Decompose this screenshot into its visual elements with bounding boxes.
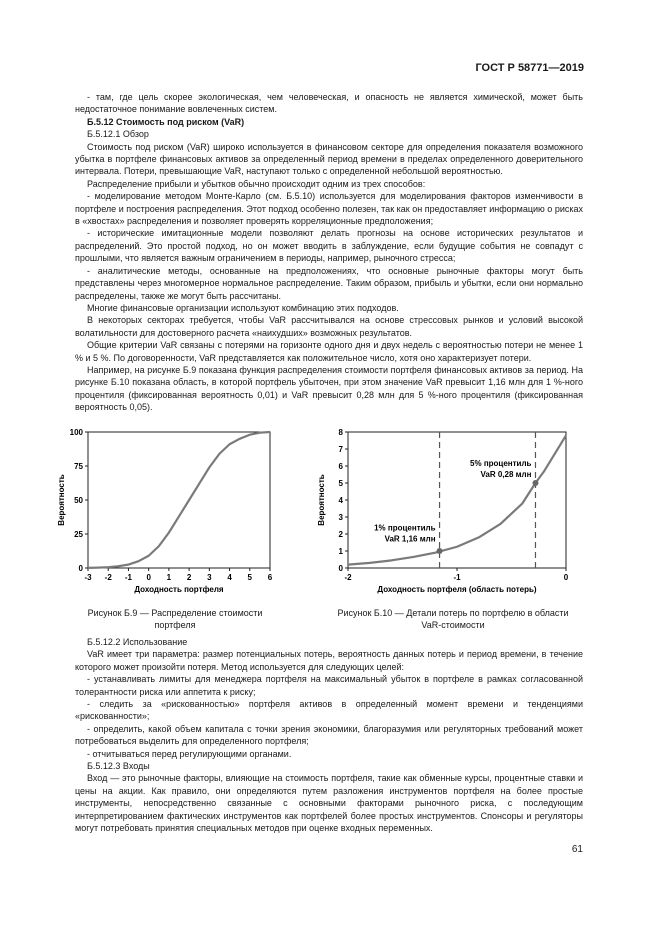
x-tick-label: 0 bbox=[563, 573, 569, 582]
text-block-bottom bbox=[75, 636, 583, 835]
x-tick-label: -3 bbox=[84, 573, 92, 582]
x-tick-label: 2 bbox=[186, 573, 192, 582]
annotation-5pct-line2: VaR 0,28 млн bbox=[480, 470, 532, 479]
series-line bbox=[88, 432, 270, 568]
y-tick-label: 5 bbox=[338, 479, 343, 488]
annotation-1pct-line1: 1% процентиль bbox=[374, 523, 436, 533]
x-tick-label: -1 bbox=[124, 573, 133, 582]
x-tick-label: 1 bbox=[166, 573, 172, 582]
caption-line: портфеля bbox=[154, 620, 196, 630]
subsection-heading: Б.5.12.1 Обзор bbox=[87, 129, 149, 140]
chart-fig10-svg bbox=[308, 422, 598, 602]
percentile-marker bbox=[532, 480, 538, 486]
x-tick-label: 0 bbox=[146, 573, 151, 582]
x-tick-label: 3 bbox=[207, 573, 212, 582]
paragraph: Многие финансовые организации используют комбинацию этих подходов. bbox=[87, 302, 399, 313]
x-tick-label: -2 bbox=[344, 573, 352, 582]
y-axis-label: Вероятность bbox=[57, 474, 66, 526]
paragraph: Например, на рисунке Б.9 показана функция распределения стоимости портфеля финансовых активов за период. На рисунке Б.10 показана область, в которой портфель убыточен, при этом значение VaR превысит 1,16 млн для 1 %-ного процентиля (фиксированная вероятность 0,01) и VaR превысит 0,28 млн для 5 %-ного процентиля (фиксированная вероятность 0,05). bbox=[75, 364, 583, 413]
list-item: - следить за «рискованностью» портфеля активов в определенный момент времени и тенденциями «рискованности»; bbox=[75, 699, 583, 722]
subsection-heading: Б.5.12.3 Входы bbox=[87, 761, 150, 772]
y-tick-label: 100 bbox=[69, 428, 83, 437]
document-header: ГОСТ Р 58771—2019 bbox=[475, 62, 584, 74]
y-tick-label: 3 bbox=[338, 513, 343, 522]
y-tick-label: 0 bbox=[78, 564, 83, 573]
paragraph: Стоимость под риском (VaR) широко используется в финансовом секторе для определения показателя возможного убытка в портфеле финансовых активов за определенный период времени в пределах определенного доверительного интервала. Потери, превышающие VaR, наступают только с определенной небольшой вероятностью. bbox=[75, 141, 583, 177]
y-tick-label: 6 bbox=[338, 462, 343, 471]
chart-fig9 bbox=[40, 422, 280, 602]
y-tick-label: 7 bbox=[338, 445, 343, 454]
caption-line: Рисунок Б.9 — Распределение стоимости bbox=[87, 608, 263, 618]
series-line bbox=[348, 435, 566, 564]
list-item: - устанавливать лимиты для менеджера портфеля на максимальный убыток в портфеле в рамках согласованной толерантности риска или аппетита к риску; bbox=[75, 674, 583, 697]
chart-fig9-svg bbox=[40, 422, 280, 602]
paragraph: Распределение прибыли и убытков обычно происходит одним из трех способов: bbox=[87, 178, 426, 189]
caption-fig9 bbox=[70, 607, 280, 631]
caption-line: Рисунок Б.10 — Детали потерь по портфелю в области bbox=[337, 608, 569, 618]
y-tick-label: 50 bbox=[74, 496, 83, 505]
caption-fig10 bbox=[308, 607, 598, 631]
x-axis-label: Доходность портфеля (область потерь) bbox=[377, 585, 537, 594]
text-block-top bbox=[75, 91, 583, 414]
x-tick-label: -1 bbox=[453, 573, 461, 582]
x-tick-label: 4 bbox=[227, 573, 232, 582]
list-item: - моделирование методом Монте-Карло (см. Б.5.10) используется для моделирования факторов изменчивости в портфеле и построения распределения. Этот подход особенно полезен, так как он предоставляет информацию о рисках в «хвостах» распределения и позволяет проверять корреляционные предположения; bbox=[75, 191, 583, 227]
y-tick-label: 0 bbox=[338, 564, 343, 573]
annotation-5pct-line1: 5% процентиль bbox=[470, 459, 532, 468]
y-tick-label: 2 bbox=[338, 530, 343, 539]
paragraph: VaR имеет три параметра: размер потенциальных потерь, вероятность данных потерь и период времени, в течение которого может произойти потеря. Метод используется для следующих целей: bbox=[75, 649, 583, 672]
paragraph: Общие критерии VaR связаны с потерями на горизонте одного дня и двух недель с вероятностью потери не менее 1 % и 5 %. По договоренности, VaR представляется как положительное число, хотя оно характеризует потери. bbox=[75, 340, 583, 363]
y-tick-label: 25 bbox=[74, 530, 83, 539]
caption-line: VaR-стоимости bbox=[421, 620, 485, 630]
x-axis-label: Доходность портфеля bbox=[134, 585, 224, 594]
subsection-heading: Б.5.12.2 Использование bbox=[87, 637, 188, 647]
y-tick-label: 4 bbox=[338, 496, 343, 505]
list-item: - исторические имитационные модели позволяют делать прогнозы на основе исторических результатов и распределений. Это простой подход, но он может вводить в заблуждение, если будущие события не совпадут с прошлыми, что является важным ограничением в периоды, например, рыночного стресса; bbox=[75, 228, 583, 264]
list-item: - определить, какой объем капитала с точки зрения экономики, благоразумия или регуляторных требований может потребоваться выделить для определенного портфеля; bbox=[75, 723, 583, 747]
y-axis-label: Вероятность bbox=[317, 474, 326, 526]
section-heading: Б.5.12 Стоимость под риском (VaR) bbox=[87, 116, 245, 127]
x-tick-label: -2 bbox=[104, 573, 112, 582]
paragraph: - там, где цель скорее экологическая, чем человеческая, и опасность не является химической, может быть недостаточное понимание вовлеченных систем. bbox=[75, 92, 583, 115]
x-tick-label: 5 bbox=[247, 573, 253, 582]
paragraph: Вход — это рыночные факторы, влияющие на стоимость портфеля, такие как обменные курсы, процентные ставки и цены на акции. Как правило, они определяются путем разложения инструментов портфеля на более простые инструменты, непосредственно связанные с основными факторами рыночного риска, с последующим интерпретированием фактических инструментов как портфелей более простых инструментов. Спонсоры и регуляторы могут потребовать принятия специальных методов при оценке входных переменных. bbox=[75, 773, 583, 834]
paragraph: В некоторых секторах требуется, чтобы VaR рассчитывался на основе стрессовых рынков и условий высокой волатильности для достоверного расчета «наихудших» возможных результатов. bbox=[75, 315, 583, 338]
list-item: - аналитические методы, основанные на предположениях, что основные рыночные факторы могут быть представлены через многомерное нормальное распределение. Таким образом, прибыль и убытки, если они нормально распределены, также же могут быть рассчитаны. bbox=[75, 265, 583, 301]
page-number: 61 bbox=[571, 844, 583, 855]
y-tick-label: 8 bbox=[338, 428, 343, 437]
y-tick-label: 1 bbox=[338, 547, 343, 556]
list-item: - отчитываться перед регулирующими органами. bbox=[87, 748, 292, 759]
percentile-marker bbox=[437, 548, 443, 554]
y-tick-label: 75 bbox=[74, 462, 83, 471]
annotation-1pct-line2: VaR 1,16 млн bbox=[384, 534, 436, 544]
plot-frame bbox=[88, 432, 270, 568]
x-tick-label: 6 bbox=[267, 573, 273, 582]
chart-fig10 bbox=[308, 422, 598, 602]
